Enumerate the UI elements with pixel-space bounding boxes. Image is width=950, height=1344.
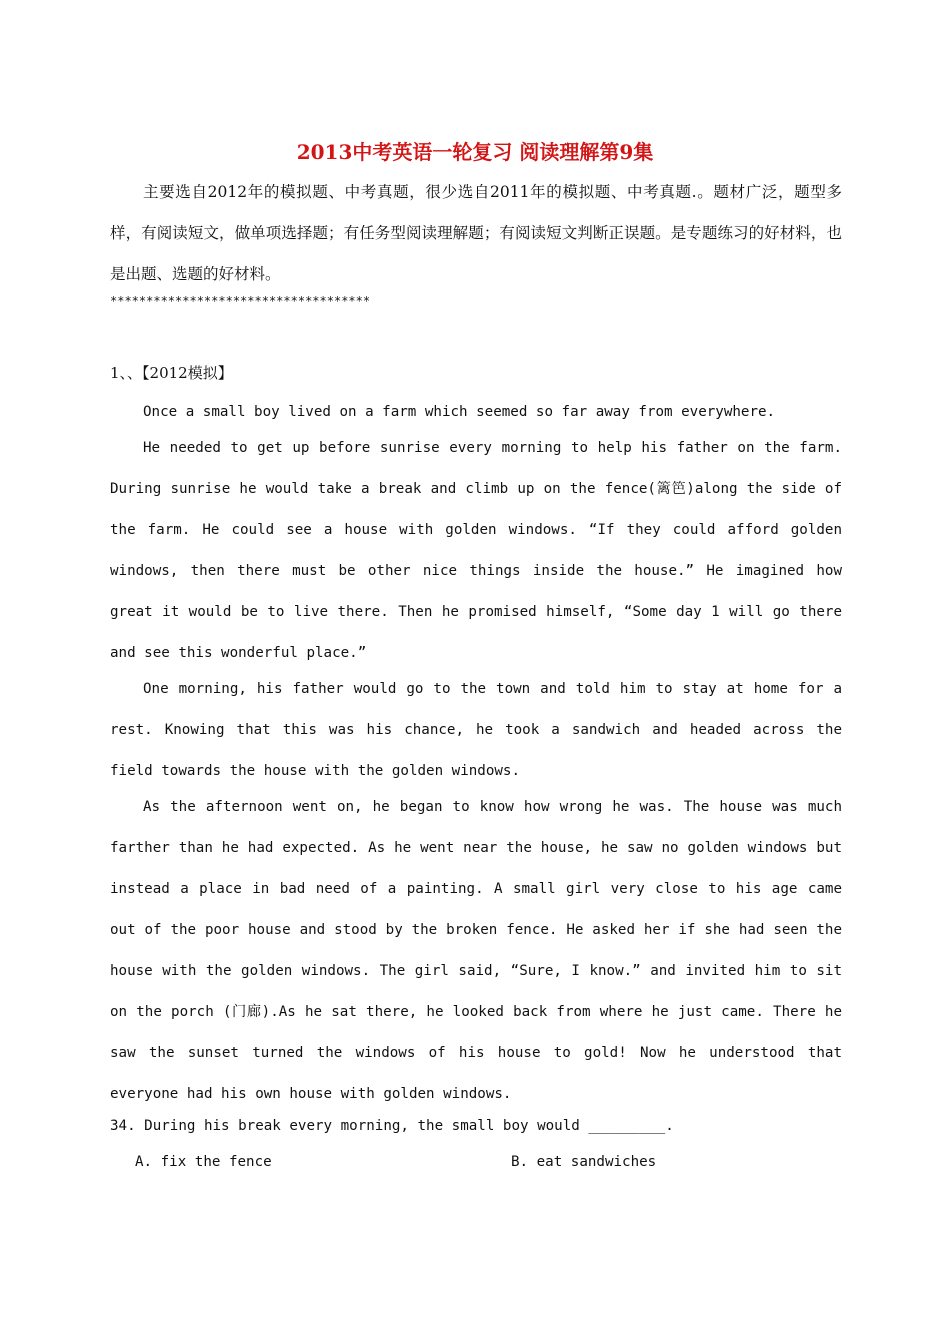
- passage-paragraph-4: As the afternoon went on, he began to know how wrong he was. The house was much farther than he had expected. As he went near the house, he saw no golden windows but instead a place in bad need of a painting. A small girl very close to his age came out of the poor house and stood by the broken fence. He asked her if she had seen the house with the golden windows. The girl said, “Sure, I know.” and invited him to sit on the porch (门廊).As he sat there, he looked back from where he just came. There he saw the sunset turned the windows of his house to gold! Now he understood that everyone had his own house with golden windows.: [110, 799, 842, 1102]
- intro-paragraph: 主要选自2012年的模拟题、中考真题，很少选自2011年的模拟题、中考真题.。题材广泛，题型多样，有阅读短文，做单项选择题；有任务型阅读理解题；有阅读短文判断正误题。是专题练习的好材料，也是出题、选题的好材料。: [110, 183, 842, 283]
- passage-paragraph-1: Once a small boy lived on a farm which seemed so far away from everywhere.: [143, 404, 776, 420]
- question-34: 34. During his break every morning, the small boy would _________.: [110, 1118, 674, 1134]
- question-heading: 1、、【2012模拟】: [110, 364, 233, 382]
- passage-paragraph-3: One morning, his father would go to the town and told him to stay at home for a rest. Knowing that this was his chance, he took a sandwich and headed across the field towards the house with the golden windows.: [110, 681, 842, 779]
- page-title: 2013中考英语一轮复习 阅读理解第9集: [296, 140, 654, 164]
- separator-line: ************************************: [110, 294, 371, 308]
- option-a: A. fix the fence: [135, 1154, 272, 1170]
- passage-paragraph-2: He needed to get up before sunrise every morning to help his father on the farm. During sunrise he would take a break and climb up on the fence(篱笆)along the side of the farm. He could see a house with golden windows. “If they could afford golden windows, then there must be other nice things inside the house.” He imagined how great it would be to live there. Then he promised himself, “Some day 1 will go there and see this wonderful place.”: [110, 440, 842, 661]
- option-b: B. eat sandwiches: [511, 1154, 657, 1170]
- reading-passage: [110, 392, 842, 1110]
